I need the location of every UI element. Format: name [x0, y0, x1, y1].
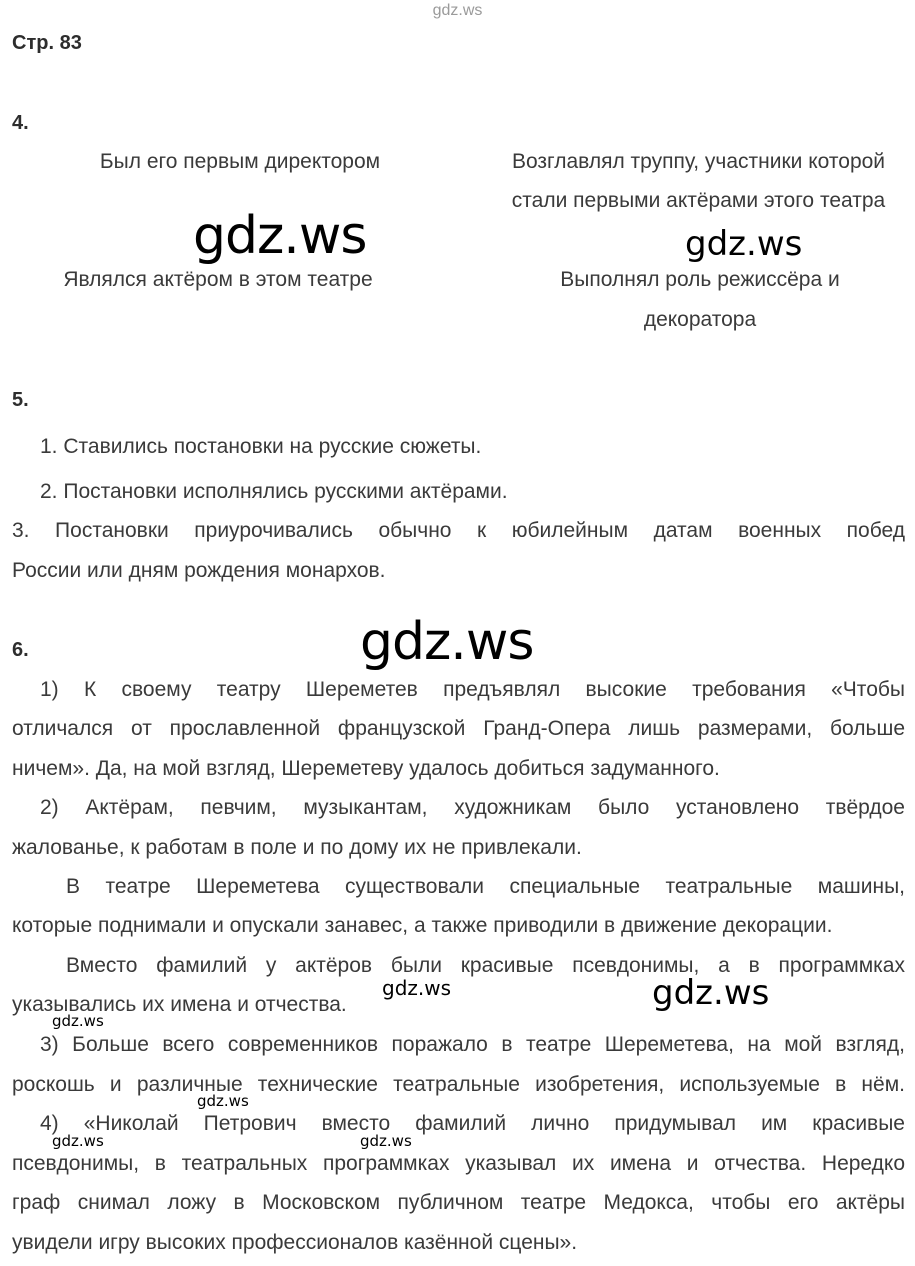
watermark-mid-2: gdz.ws [652, 973, 770, 1013]
section-6-line-4: 2) Актёрам, певчим, музыкантам, художникам было установлено твёрдое [40, 796, 905, 819]
section-4-right-top-line1: Возглавлял труппу, участники которой [511, 150, 886, 173]
section-4-left-top: Был его первым директором [99, 150, 381, 173]
section-6-line-1: 1) К своему театру Шереметев предъявлял высокие требования «Чтобы [40, 678, 905, 701]
section-5-item-3-line2: России или дням рождения монархов. [12, 559, 386, 582]
section-4-number: 4. [12, 112, 29, 134]
watermark-top: gdz.ws [432, 2, 483, 19]
section-4-right-bottom-line2: декоратора [643, 308, 757, 331]
section-5-item-3-line1: 3. Постановки приурочивались обычно к юбилейным датам военных побед [12, 519, 905, 542]
watermark-tiny-3: gdz.ws [52, 1132, 104, 1150]
section-5-item-2: 2. Постановки исполнялись русскими актёрами. [40, 480, 508, 503]
watermark-tiny-4: gdz.ws [360, 1132, 412, 1150]
section-6-line-2: отличался от прославленной французской Гранд-Опера лишь размерами, больше [12, 717, 905, 740]
section-6-line-15: увидели игру высоких профессионалов казённой сцены». [12, 1231, 578, 1254]
section-6-line-9: указывались их имена и отчества. [12, 993, 347, 1016]
section-4-right-top-line2: стали первыми актёрами этого театра [511, 189, 886, 212]
section-6-line-11: роскошь и различные технические театральные изобретения, используемые в нём. [12, 1073, 905, 1096]
section-6-line-5: жалованье, к работам в поле и по дому их не привлекали. [12, 836, 582, 859]
watermark-mid-1: gdz.ws [685, 224, 803, 264]
section-6-number: 6. [12, 639, 29, 661]
section-6-line-3: ничем». Да, на мой взгляд, Шереметеву удалось добиться задуманного. [12, 757, 720, 780]
section-6-line-14: граф снимал ложу в Московском публичном театре Медокса, чтобы его актёры [12, 1191, 905, 1214]
section-6-line-13: псевдонимы, в театральных программках указывал их имена и отчества. Нередко [12, 1152, 905, 1175]
watermark-tiny-2: gdz.ws [197, 1092, 249, 1110]
section-6-line-6: В театре Шереметева существовали специальные театральные машины, [66, 875, 905, 898]
section-6-line-12: 4) «Николай Петрович вместо фамилий лично придумывал им красивые [40, 1112, 905, 1135]
section-4-left-bottom: Являлся актёром в этом театре [63, 268, 373, 291]
section-4-right-bottom-line1: Выполнял роль режиссёра и [560, 268, 840, 291]
section-6-line-8: Вместо фамилий у актёров были красивые псевдонимы, а в программках [66, 954, 905, 977]
watermark-tiny-1: gdz.ws [52, 1012, 104, 1030]
section-5-item-1: 1. Ставились постановки на русские сюжеты. [40, 435, 482, 458]
section-5-number: 5. [12, 389, 29, 411]
watermark-big-2: gdz.ws [360, 612, 534, 672]
section-6-line-7: которые поднимали и опускали занавес, а также приводили в движение декорации. [12, 914, 833, 937]
watermark-small-1: gdz.ws [382, 976, 452, 1000]
section-6-line-10: 3) Больше всего современников поражало в театре Шереметева, на мой взгляд, [40, 1033, 905, 1056]
page-number: Стр. 83 [12, 32, 82, 54]
watermark-big-1: gdz.ws [193, 206, 367, 266]
